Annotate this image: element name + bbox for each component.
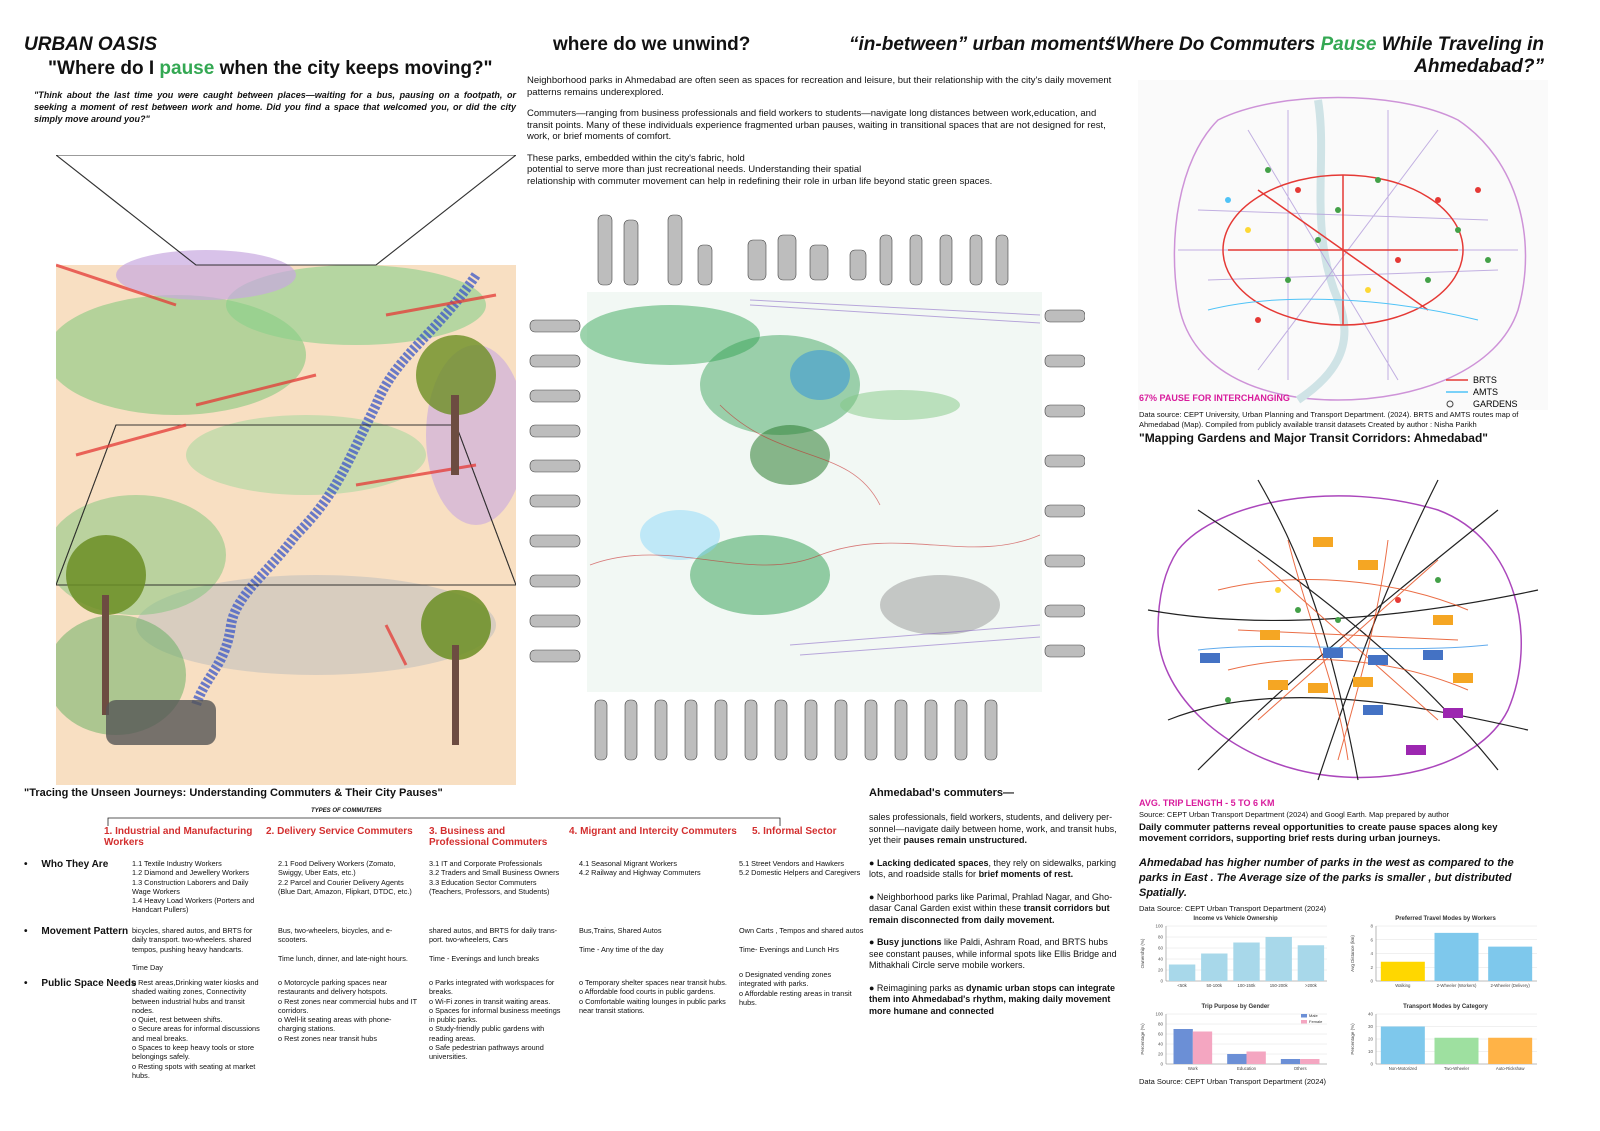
chart-4-bar: [1434, 1038, 1478, 1064]
map-q-pre: “Where Do Commuters: [1106, 34, 1321, 55]
map-question: [1104, 34, 1544, 78]
chart-2-bar: [1434, 933, 1478, 981]
movement-cell-2: Bus, two-wheelers, bicycles, and e-scooters. Time lunch, dinner, and late-night hours.: [278, 926, 408, 963]
chart-2-ylabel: Avg Distance (km): [1350, 935, 1355, 972]
tracing-title: "Tracing the Unseen Journeys: Understanding Commuters & Their City Pauses": [24, 787, 443, 799]
chart-1-title: Income vs Vehicle Ownership: [1193, 916, 1278, 922]
chart-2-ytick: 6: [1370, 937, 1373, 943]
middle-para-2: Commuters—ranging from business professionals and field workers to students—navigate long distances between work,education, and transit points. Many of these individuals experience fragmented urban pauses, waiting in transitional spaces that are not designed for rest, work, or brief moments of comfort.: [527, 108, 1106, 142]
chart-3-bar-female: [1300, 1059, 1319, 1064]
chart-2-bar: [1488, 947, 1532, 981]
commuter-patterns-map: [1138, 470, 1548, 795]
chart-1-xtick: <50k: [1177, 983, 1187, 988]
chart-3-ylabel: Percentage (%): [1140, 1023, 1145, 1055]
charts-source: Data Source: CEPT Urban Transport Department (2024): [1139, 1077, 1327, 1086]
chart-1-xtick: 50-100k: [1206, 983, 1223, 988]
row-who: • Who They Are: [24, 859, 109, 870]
chart-4: [1350, 1004, 1537, 1071]
chart-1-xtick: >200k: [1304, 983, 1317, 988]
row-needs-label: Public Space Needs: [41, 978, 137, 989]
chart-2-ytick: 2: [1370, 964, 1373, 970]
chart-4-ylabel: Percentage (%): [1350, 1023, 1355, 1055]
movement-cell-4: Bus,Trains, Shared Autos Time - Any time of the day: [579, 926, 664, 954]
chart-3-xtick: Others: [1293, 1066, 1307, 1071]
chart-3-bar-female: [1193, 1032, 1212, 1065]
charts-grid: [1138, 912, 1548, 1082]
category-2: 2. Delivery Service Commuters: [266, 826, 413, 837]
commuters-bullet-4: ● Reimagining parks as dynamic urban stops can integrate them into Ahmedabad's rhythm, making daily movement more humane and connected: [869, 982, 1116, 1016]
chart-2-ytick: 0: [1370, 978, 1373, 984]
chart-1-ytick: 60: [1157, 945, 1163, 951]
question-pre: "Where do I: [48, 58, 160, 79]
who-cell-1: 1.1 Textile Industry Workers 1.2 Diamond and Jewellery Workers 1.3 Construction Laborers and Daily Wage Workers 1.4 Heavy Load Workers (Porters and Handcart Pullers): [132, 859, 255, 915]
chart-3-ytick: 100: [1155, 1011, 1163, 1017]
urban-oasis-illustration: [56, 155, 516, 785]
chart-1-bar: [1201, 954, 1227, 982]
question-accent: pause: [159, 58, 215, 79]
chart-3-xtick: Education: [1236, 1066, 1257, 1071]
who-cell-5: 5.1 Street Vendors and Hawkers 5.2 Domestic Helpers and Caregivers: [739, 859, 861, 878]
row-who-label: Who They Are: [41, 859, 109, 870]
commuter-collage: [520, 205, 1085, 770]
chart-1-bar: [1265, 937, 1291, 981]
commuters-bullet-1: ● Lacking dedicated spaces, they rely on sidewalks, parking lots, and roadside stalls for brief moments of rest.: [869, 857, 1117, 879]
who-cell-3: 3.1 IT and Corporate Professionals 3.2 Traders and Small Business Owners 3.3 Education Sector Commuters (Teachers, Professors, and Students): [429, 859, 560, 896]
chart-2-xtick: 2-Wheeler (Delivery): [1490, 983, 1530, 988]
chart-3-legend-swatch: [1301, 1014, 1307, 1018]
main-question: [48, 58, 493, 80]
category-1: 1. Industrial and Manufacturing Workers: [104, 826, 253, 848]
commuters-intro-a: sales professionals, field workers, students, and delivery per-sonnel—navigate daily between home, work, and transit hubs, yet their: [869, 812, 1117, 845]
middle-para-3c: relationship with commuter movement can help in redefining their role in urban life beyond static green spaces.: [527, 175, 993, 187]
commuters-intro-b: pauses remain unstructured.: [903, 835, 1028, 845]
chart-4-bar: [1488, 1038, 1532, 1064]
chart-4-ytick: 40: [1367, 1011, 1373, 1017]
chart-3-ytick: 40: [1157, 1041, 1163, 1047]
chart-1-xtick: 150-200k: [1269, 983, 1288, 988]
chart-4-xtick: Auto-Rickshaw: [1495, 1066, 1525, 1071]
needs-cell-2: o Motorcycle parking spaces near restaurants and delivery hotspots. o Rest zones near commercial hubs and IT corridors. o Well-lit seating areas with phone-charging stations. o Rest zones near transit hubs: [278, 978, 417, 1043]
middle-para-1: Neighborhood parks in Ahmedabad are often seen as spaces for recreation and leisure, but their relationship with the city's daily movement patterns remains underexplored.: [527, 75, 1112, 98]
chart-1-ytick: 20: [1157, 967, 1163, 973]
commuters-bullet-3: ● Busy junctions like Paldi, Ashram Road, and BRTS hubs see constant pauses, while informal spots like Ellis Bridge and Mithakhali Circle serve mobile workers.: [869, 937, 1117, 970]
legend-brts: BRTS: [1473, 375, 1497, 385]
commuters-bullet-2: ● Neighborhood parks like Parimal, Prahlad Nagar, and Gho-dasar Canal Garden exist within these transit corridors but remain disconnected from daily movement.: [869, 891, 1113, 925]
legend-amts: AMTS: [1473, 387, 1499, 397]
chart-2-ytick: 8: [1370, 923, 1373, 929]
map1-source: Data source: CEPT University, Urban Planning and Transport Department. (2024). BRTS and AMTS routes map of Ahmedabad (Map). Compiled from publicly available transit datasets Created by author : Nisha Parikh: [1139, 410, 1519, 429]
chart-3-legend-swatch: [1301, 1020, 1307, 1024]
category-3: 3. Business and Professional Commuters: [429, 826, 548, 848]
map1-stat: 67% PAUSE FOR INTERCHANGING: [1139, 393, 1290, 403]
needs-cell-4: o Temporary shelter spaces near transit hubs. o Affordable food courts in public gardens. o Comfortable waiting lounges in public parks near transit stations.: [579, 978, 727, 1015]
who-cell-2: 2.1 Food Delivery Workers (Zomato, Swiggy, Uber Eats, etc.) 2.2 Parcel and Courier Delivery Agents (Blue Dart, Amazon, Flipkart, DTDC, etc.): [278, 859, 412, 896]
middle-text: [527, 75, 1117, 187]
commuters-intro: [869, 812, 1119, 847]
movement-cell-5: Own Carts , Tempos and shared autos Time- Evenings and Lunch Hrs: [739, 926, 864, 954]
chart-3-ytick: 60: [1157, 1031, 1163, 1037]
types-label: TYPES OF COMMUTERS: [311, 808, 382, 814]
chart-3-title: Trip Purpose by Gender: [1201, 1004, 1270, 1010]
commuters-title: Ahmedabad's commuters—: [869, 787, 1015, 799]
chart-2-xtick: Walking: [1395, 983, 1411, 988]
chart-4-title: Transport Modes by Category: [1403, 1004, 1488, 1010]
middle-para-3b: potential to serve more than just recreational needs. Understanding their spatial: [527, 164, 862, 175]
chart-3-ytick: 0: [1160, 1061, 1163, 1067]
commuters-text: [869, 812, 1119, 1017]
chart-3-ytick: 80: [1157, 1021, 1163, 1027]
chart-1-ytick: 80: [1157, 934, 1163, 940]
intro-quote: "Think about the last time you were caught between places—waiting for a bus, pausing on a footpath, or seeking a moment of rest between work and home. Did you find a space that welcomed you, or did the city simply move around you?": [34, 90, 516, 124]
category-4: 4. Migrant and Intercity Commuters: [569, 826, 737, 837]
question-post: when the city keeps moving?": [214, 58, 493, 79]
needs-cell-1: o Rest areas,Drinking water kiosks and shaded waiting zones, Connectivity between industrial hubs and transit nodes. o Quiet, rest between shifts. o Secure areas for informal discussions and meal breaks. o Spaces to keep heavy tools or store belongings safely. o Resting spots with seating at market hubs.: [132, 978, 260, 1080]
map1-title: "Mapping Gardens and Major Transit Corridors: Ahmedabad": [1139, 431, 1488, 445]
movement-cell-3: shared autos, and BRTS for daily trans-port. two-wheelers, Cars Time - Evenings and lunch breaks: [429, 926, 558, 963]
parks-note: Ahmedabad has higher number of parks in the west as compared to the parks in East . The Average size of the parks is smaller , but distributed Spatially.: [1139, 857, 1514, 899]
chart-4-ytick: 20: [1367, 1036, 1373, 1042]
chart-3: [1140, 1004, 1327, 1071]
chart-2-xtick: 2-Wheeler (Workers): [1436, 983, 1477, 988]
middle-para-3a: These parks, embedded within the city's fabric, hold: [527, 152, 745, 164]
chart-1-ytick: 40: [1157, 956, 1163, 962]
poster-title: URBAN OASIS: [24, 34, 158, 55]
row-movement: • Movement Pattern: [24, 926, 129, 937]
chart-4-xtick: Two-Wheeler: [1443, 1066, 1470, 1071]
legend-gardens: GARDENS: [1473, 399, 1518, 409]
chart-2-ytick: 4: [1370, 951, 1373, 956]
map2-caption: Daily commuter patterns reveal opportunities to create pause spaces along key movement corridors, supporting brief rests during urban journeys.: [1139, 822, 1498, 844]
unwind-heading: where do we unwind?: [553, 34, 751, 55]
chart-2-bar: [1381, 962, 1425, 981]
chart-4-xtick: Non-Motorized: [1388, 1066, 1417, 1071]
chart-3-bar-female: [1247, 1052, 1266, 1065]
chart-1-bar: [1298, 945, 1324, 981]
chart-3-xtick: Work: [1187, 1066, 1198, 1071]
chart-4-bar: [1381, 1027, 1425, 1065]
needs-cell-3: o Parks integrated with workspaces for breaks. o Wi-Fi zones in transit waiting areas. o Spaces for informal business meetings in public parks. o Study-friendly public gardens with reading areas. o Safe pedestrian pathways around universities.: [429, 978, 561, 1062]
chart-1-bar: [1233, 943, 1259, 982]
chart-4-ytick: 10: [1367, 1049, 1373, 1054]
map-q-accent: Pause: [1320, 34, 1377, 55]
chart-2: [1350, 916, 1537, 988]
transit-gardens-map: [1138, 80, 1548, 410]
needs-cell-5: o Designated vending zones integrated with parks. o Affordable resting areas in transit hubs.: [739, 970, 852, 1007]
chart-3-legend-label: Male: [1309, 1013, 1318, 1018]
map2-stat: AVG. TRIP LENGTH - 5 TO 6 KM: [1139, 798, 1275, 808]
chart-1-ytick: 100: [1155, 923, 1163, 929]
chart-4-ytick: 0: [1370, 1061, 1373, 1067]
chart-3-bar-male: [1174, 1029, 1193, 1064]
chart-3-legend-label: Female: [1309, 1019, 1323, 1024]
chart-3-bar-male: [1227, 1054, 1246, 1064]
chart-1-bar: [1169, 965, 1195, 982]
chart-1-ytick: 0: [1160, 978, 1163, 984]
chart-3-bar-male: [1281, 1059, 1300, 1064]
chart-2-title: Preferred Travel Modes by Workers: [1395, 916, 1496, 922]
chart-1-ylabel: Ownership (%): [1140, 938, 1145, 969]
who-cell-4: 4.1 Seasonal Migrant Workers 4.2 Railway and Highway Commuters: [579, 859, 701, 878]
map-q-post: While Traveling in Ahmedabad?”: [1376, 34, 1544, 77]
parks-note-source: Data Source: CEPT Urban Transport Department (2024): [1139, 904, 1327, 913]
row-needs: • Public Space Needs: [24, 978, 137, 989]
chart-3-ytick: 20: [1157, 1051, 1163, 1057]
row-movement-label: Movement Pattern: [41, 926, 129, 937]
movement-cell-1: bicycles, shared autos, and BRTS for daily transport. two-wheelers. shared tempos, pushing heavy handcarts. Time Day: [132, 926, 253, 973]
chart-1-xtick: 100-150k: [1237, 983, 1256, 988]
chart-1: [1140, 916, 1327, 988]
chart-4-ytick: 30: [1367, 1024, 1373, 1029]
category-5: 5. Informal Sector: [752, 826, 837, 837]
inbetween-heading: “in-between” urban moments: [849, 34, 1116, 55]
map2-source: Source: CEPT Urban Transport Department (2024) and Googl Earth. Map prepared by author: [1139, 810, 1450, 819]
